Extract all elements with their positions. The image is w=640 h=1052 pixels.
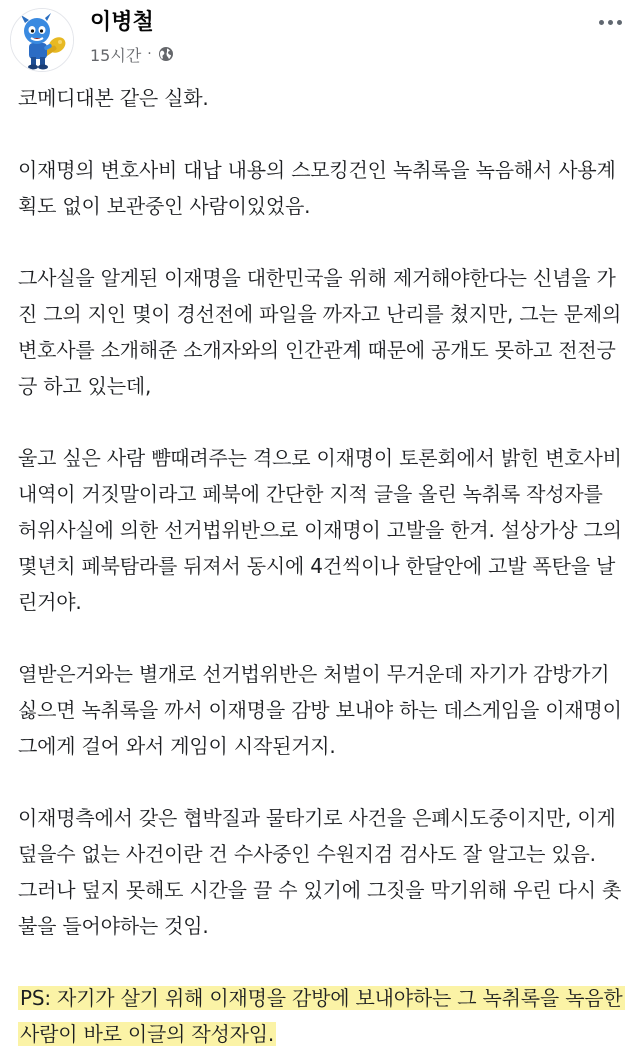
- more-options-button[interactable]: [592, 10, 628, 34]
- paragraph-text: 이재명의 변호사비 대납 내용의 스모킹건인 녹취록을 녹음해서 사용계획도 없이 보관중인 사람이있었음.: [18, 158, 616, 218]
- post-meta: [90, 42, 174, 66]
- post-ps-paragraph: [18, 980, 624, 1052]
- post-paragraph: [18, 152, 624, 224]
- separator-dot: ·: [147, 46, 152, 62]
- post-body: [18, 80, 624, 1052]
- post-paragraph: [18, 260, 624, 404]
- paragraph-text: 열받은거와는 별개로 선거법위반은 처벌이 무거운데 자기가 감방가기 싫으면 녹취록을 까서 이재명을 감방 보내야 하는 데스게임을 이재명이 그에게 걸어 와서 게임이 시작된거지.: [18, 662, 622, 758]
- post-paragraph: [18, 656, 624, 764]
- paragraph-text: 그사실을 알게된 이재명을 대한민국을 위해 제거해야한다는 신념을 가진 그의 지인 몇이 경선전에 파일을 까자고 난리를 쳤지만, 그는 문제의 변호사를 소개해준 소개자와의 인간관계 때문에 공개도 못하고 전전긍긍 하고 있는데,: [18, 266, 622, 398]
- cartoon-character-avatar: [11, 9, 73, 71]
- globe-icon: [158, 46, 174, 62]
- paragraph-text: 그러나 덮지 못해도 시간을 끌 수 있기에 그짓을 막기위해 우린 다시 촛불을 들어야하는 것임.: [18, 878, 622, 938]
- author-avatar[interactable]: [10, 8, 74, 72]
- paragraph-text: 코메디대본 같은 실화.: [18, 86, 209, 110]
- paragraph-text: 울고 싶은 사람 뺨때려주는 격으로 이재명이 토론회에서 밝힌 변호사비 내역이 거짓말이라고 페북에 간단한 지적 글을 올린 녹취록 작성자를 허위사실에 의한 선거법위반으로 이재명이 고발을 한겨. 설상가상 그의 몇년치 페북탐라를 뒤져서 동시에 4건씩이나 한달안에 고발 폭탄을 날린거야.: [18, 446, 622, 614]
- post-header: [0, 0, 640, 78]
- post-paragraph: [18, 440, 624, 620]
- author-name[interactable]: 이병철: [90, 10, 154, 35]
- ellipsis-icon: [599, 20, 604, 25]
- post-time[interactable]: 15시간: [90, 45, 142, 65]
- paragraph-text: 이재명측에서 갖은 협박질과 물타기로 사건을 은폐시도중이지만, 이게 덮을수 없는 사건이란 건 수사중인 수원지검 검사도 잘 알고는 있음.: [18, 806, 616, 866]
- highlighted-ps-text: PS: 자기가 살기 위해 이재명을 감방에 보내야하는 그 녹취록을 녹음한 사람이 바로 이글의 작성자임.: [20, 986, 623, 1046]
- post-paragraph: [18, 800, 624, 944]
- post-paragraph: [18, 80, 624, 116]
- ellipsis-dot: [608, 20, 613, 25]
- ellipsis-dot: [617, 20, 622, 25]
